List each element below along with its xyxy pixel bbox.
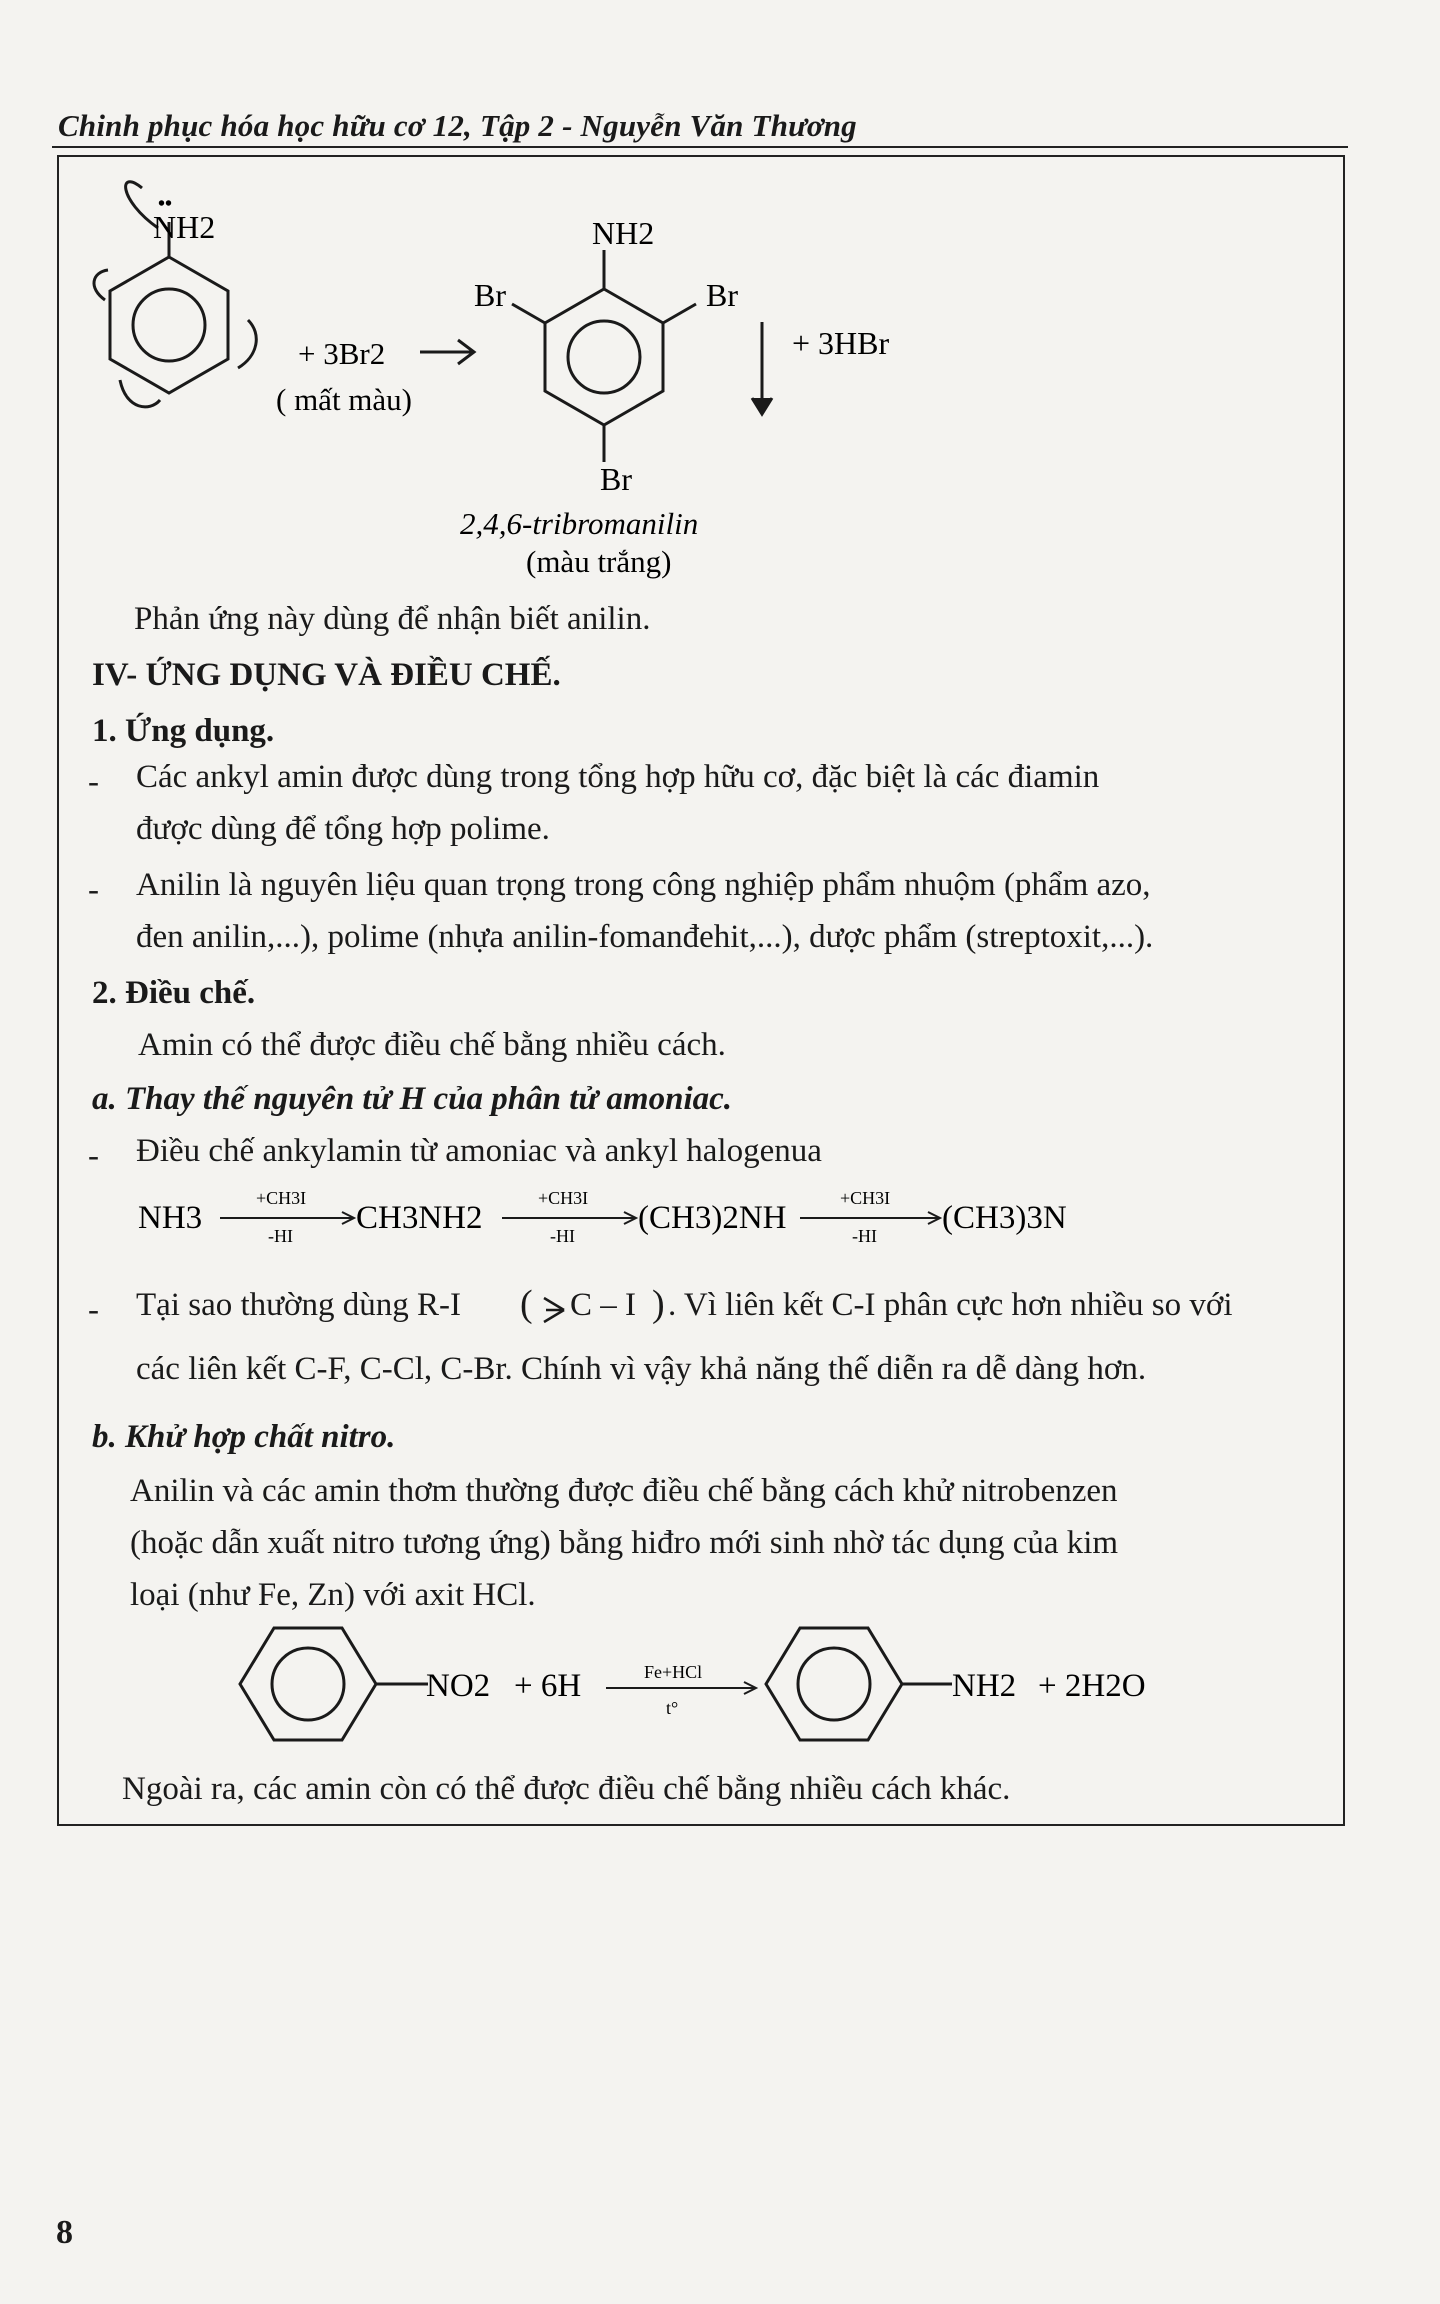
chain-arrow1-bottom: -HI [268,1226,293,1246]
nh2-group: NH2 [952,1668,1017,1704]
water-product: + 2H2O [1038,1668,1146,1704]
bullet-dash: - [88,1138,99,1174]
bullet-4-pre: Tại sao thường dùng R-I [136,1287,461,1323]
chain-ch3nh2: CH3NH2 [356,1200,483,1236]
lone-pair: •• [158,193,173,215]
section-heading-iv: IV- ỨNG DỤNG VÀ ĐIỀU CHẾ. [92,657,561,693]
reagent-note: ( mất màu) [276,382,413,417]
bond-paren-open: ( [520,1283,533,1325]
bullet-1-line-2: được dùng để tổng hợp polime. [136,811,550,847]
alkylation-chain [130,1176,1130,1256]
final-note: Ngoài ra, các amin còn có thể được điều chế bằng nhiều cách khác. [122,1771,1011,1807]
bullet-2-line-2: đen anilin,...), polime (nhựa anilin-fomanđehit,...), dược phẩm (streptoxit,...). [136,919,1154,955]
paragraph-b-line-2: (hoặc dẫn xuất nitro tương ứng) bằng hiđro mới sinh nhờ tác dụng của kim [130,1525,1119,1561]
chain-arrow2-top: +CH3I [538,1188,589,1208]
recognition-note: Phản ứng này dùng để nhận biết anilin. [134,601,651,637]
byproduct-hbr: + 3HBr [792,325,890,361]
chain-arrow2-bottom: -HI [550,1226,575,1246]
chain-arrow3-top: +CH3I [840,1188,891,1208]
chain-nh3: NH3 [138,1200,203,1236]
bullet-dash: - [88,1292,99,1328]
bond-symbol-icon [540,1290,570,1330]
curved-arrow-left [94,270,108,300]
product-color: (màu trắng) [526,544,672,579]
product-nh2: NH2 [592,215,655,251]
subheading-a: a. Thay thế nguyên tử H của phân tử amoniac. [92,1081,733,1117]
bullet-2-line-1: Anilin là nguyên liệu quan trọng trong công nghiệp phẩm nhuộm (phẩm azo, [136,867,1151,903]
bullet-4-line-2: các liên kết C-F, C-Cl, C-Br. Chính vì vậy khả năng thế diễn ra dễ dàng hơn. [136,1351,1147,1387]
paragraph-b-line-1: Anilin và các amin thơm thường được điều chế bằng cách khử nitrobenzen [130,1473,1118,1509]
catalyst-label: Fe+HCl [644,1662,703,1682]
bullet-3: Điều chế ankylamin từ amoniac và ankyl halogenua [136,1133,822,1169]
no2-group: NO2 [426,1668,491,1704]
preparation-intro: Amin có thể được điều chế bằng nhiều cách. [138,1027,726,1063]
bond-ci: C – I [570,1287,636,1323]
aniline-product-structure [766,1628,952,1740]
bullet-dash: - [88,764,99,800]
page-number: 8 [56,2214,73,2251]
subheading-preparation: 2. Điều chế. [92,975,256,1011]
chain-ch3-2nh: (CH3)2NH [638,1200,787,1236]
nitrobenzene-structure [240,1628,428,1740]
aniline-nh2: NH2 [153,209,216,245]
br-left: Br [474,277,506,313]
chain-arrow3-bottom: -HI [852,1226,877,1246]
reagent-br2: + 3Br2 [298,336,386,371]
tribromoaniline-structure [512,250,696,462]
bullet-1-line-1: Các ankyl amin được dùng trong tổng hợp hữu cơ, đặc biệt là các điamin [136,759,1100,795]
bullet-4-post: . Vì liên kết C-I phân cực hơn nhiều so với [668,1287,1233,1323]
br-right: Br [706,277,738,313]
heat-label: t° [666,1698,679,1718]
reagent-6h: + 6H [514,1668,582,1704]
paragraph-b-line-3: loại (như Fe, Zn) với axit HCl. [130,1577,536,1613]
chain-arrow1-top: +CH3I [256,1188,307,1208]
subheading-b: b. Khử hợp chất nitro. [92,1419,396,1455]
subheading-applications: 1. Ứng dụng. [92,713,275,749]
br-bottom: Br [600,461,632,497]
bromination-diagram [0,0,1440,620]
running-header: Chinh phục hóa học hữu cơ 12, Tập 2 - Nguyễn Văn Thương [58,108,857,143]
bullet-dash: - [88,872,99,908]
curved-arrow-right [238,320,256,368]
chain-ch3-3n: (CH3)3N [942,1200,1067,1236]
nitro-reduction-diagram [200,1612,1200,1762]
product-name: 2,4,6-tribromanilin [460,506,699,541]
bond-paren-close: ) [652,1283,665,1325]
